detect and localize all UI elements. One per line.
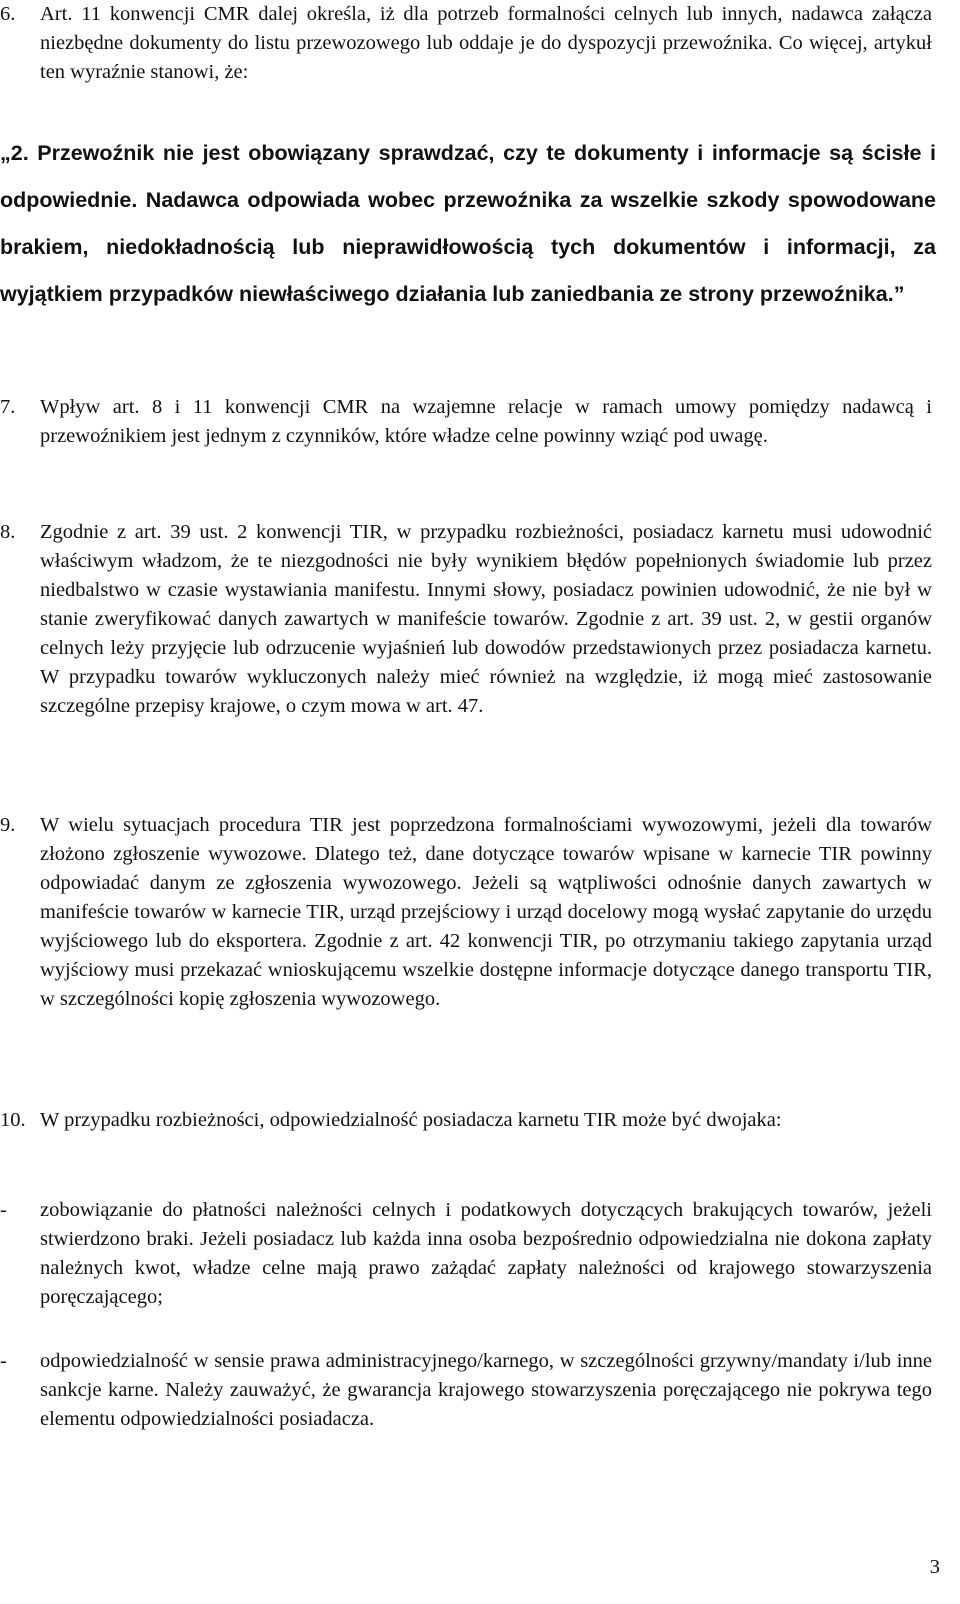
list-item-customs-duties [0, 1196, 932, 1312]
paragraph-text: W wielu sytuacjach procedura TIR jest poprzedzona formalnościami wywozowymi, jeżeli dla towarów złożono zgłoszenie wywozowe. Dlatego też, dane dotyczące towarów wpisane w karnecie TIR powinny odpowiadać danym ze zgłoszenia wywozowego. Jeżeli są wątpliwości odnośnie danych zawartych w manifeście towarów w karnecie TIR, urząd przejściowy i urząd docelowy mogą wysłać zapytanie do urzędu wyjściowego lub do eksportera. Zgodnie z art. 42 konwencji TIR, po otrzymaniu takiego zapytania urząd wyjściowy musi przekazać wnioskującemu wszelkie dostępne informacje dotyczące danego transportu TIR, w szczególności kopię zgłoszenia wywozowego. [40, 814, 932, 1010]
paragraph-text: Wpływ art. 8 i 11 konwencji CMR na wzajemne relacje w ramach umowy pomiędzy nadawcą i przewoźnikiem jest jednym z czynników, które władze celne powinny wziąć pod uwagę. [40, 396, 932, 447]
list-item-text: zobowiązanie do płatności należności celnych i podatkowych dotyczących brakujących towarów, jeżeli stwierdzono braki. Jeżeli posiadacz lub każda inna osoba bezpośrednio odpowiedzialna nie dokona zapłaty należnych kwot, władze celne mają prawo zażądać zapłaty należności od krajowego stowarzyszenia poręczającego; [40, 1199, 932, 1308]
paragraph-text: Art. 11 konwencji CMR dalej określa, iż dla potrzeb formalności celnych lub innych, nadawca załącza niezbędne dokumenty do listu przewozowego lub oddaje je do dyspozycji przewoźnika. Co więcej, artykuł ten wyraźnie stanowi, że: [40, 3, 932, 83]
paragraph-7 [0, 393, 932, 451]
list-marker: - [0, 1350, 7, 1372]
page-number: 3 [929, 1556, 940, 1578]
paragraph-number: 6. [0, 3, 16, 25]
list-marker: - [0, 1199, 7, 1221]
paragraph-text: W przypadku rozbieżności, odpowiedzialność posiadacza karnetu TIR może być dwojaka: [40, 1109, 782, 1131]
quoted-article-text: „2. Przewoźnik nie jest obowiązany sprawdzać, czy te dokumenty i informacje są ścisłe i odpowiednie. Nadawca odpowiada wobec przewoźnika za wszelkie szkody spowodowane brakiem, niedokładnością lub nieprawidłowością tych dokumentów i informacji, za wyjątkiem przypadków niewłaściwego działania lub zaniedbania ze strony przewoźnika.” [0, 141, 936, 306]
list-item-text: odpowiedzialność w sensie prawa administracyjnego/karnego, w szczególności grzywny/mandaty i/lub inne sankcje karne. Należy zauważyć, że gwarancja krajowego stowarzyszenia poręczającego nie pokrywa tego elementu odpowiedzialności posiadacza. [40, 1350, 932, 1430]
paragraph-6 [0, 0, 932, 87]
paragraph-text: Zgodnie z art. 39 ust. 2 konwencji TIR, w przypadku rozbieżności, posiadacz karnetu musi udowodnić właściwym władzom, że te niezgodności nie były wynikiem błędów popełnionych świadomie lub przez niedbalstwo w czasie wystawiania manifestu. Innymi słowy, posiadacz powinien udowodnić, że nie był w stanie zweryfikować danych zawartych w manifeście towarów. Zgodnie z art. 39 ust. 2, w gestii organów celnych leży przyjęcie lub odrzucenie wyjaśnień lub dowodów przedstawionych przez posiadacza karnetu. W przypadku towarów wykluczonych należy mieć również na względzie, iż mogą mieć zastosowanie szczególne przepisy krajowe, o czym mowa w art. 47. [40, 521, 932, 717]
paragraph-9 [0, 811, 932, 1014]
paragraph-number: 9. [0, 814, 16, 836]
paragraph-8 [0, 518, 932, 721]
paragraph-number: 7. [0, 396, 16, 418]
paragraph-10 [0, 1106, 932, 1135]
paragraph-number: 8. [0, 521, 16, 543]
list-item-administrative-liability [0, 1347, 932, 1434]
paragraph-number: 10. [0, 1109, 26, 1131]
